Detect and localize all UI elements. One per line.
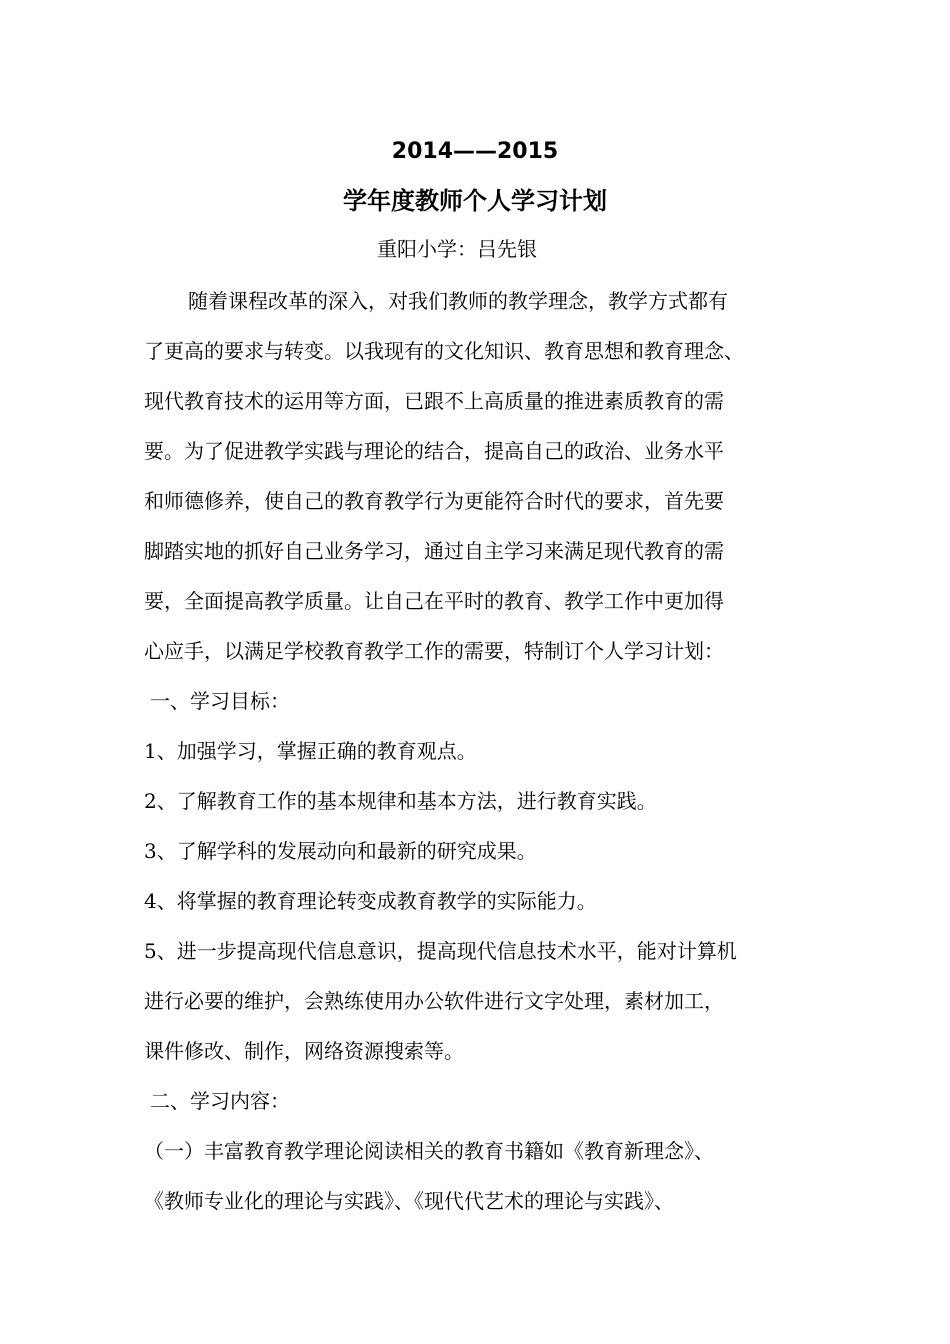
body-text bbox=[144, 284, 844, 1234]
text-line: 课件修改、制作，网络资源搜索等。 bbox=[144, 1039, 464, 1063]
text-line: 现代教育技术的运用等方面，已跟不上高质量的推进素质教育的需 bbox=[144, 389, 724, 413]
text-line: 3、了解学科的发展动向和最新的研究成果。 bbox=[144, 839, 537, 863]
text-line: 二、学习内容： bbox=[150, 1089, 290, 1113]
text-line: 5、进一步提高现代信息意识，提高现代信息技术水平，能对计算机 bbox=[144, 939, 737, 963]
text-line: 随着课程改革的深入，对我们教师的教学理念，教学方式都有 bbox=[188, 289, 728, 313]
text-line: 1、加强学习，掌握正确的教育观点。 bbox=[144, 739, 477, 763]
title-year: 2014——2015 bbox=[391, 139, 559, 164]
text-line: 2、了解教育工作的基本规律和基本方法，进行教育实践。 bbox=[144, 789, 657, 813]
text-line: 一、学习目标： bbox=[150, 689, 290, 713]
text-line: 《教师专业化的理论与实践》、《现代代艺术的理论与实践》、 bbox=[144, 1189, 674, 1213]
author-line: 重阳小学：吕先银 bbox=[377, 237, 537, 261]
text-line: 4、将掌握的教育理论转变成教育教学的实际能力。 bbox=[144, 889, 597, 913]
text-line: 了更高的要求与转变。以我现有的文化知识、教育思想和教育理念、 bbox=[144, 339, 744, 363]
text-line: 和师德修养，使自己的教育教学行为更能符合时代的要求，首先要 bbox=[144, 489, 724, 513]
text-line: 要，全面提高教学质量。让自己在平时的教育、教学工作中更加得 bbox=[144, 589, 724, 613]
text-line: 要。为了促进教学实践与理论的结合，提高自己的政治、业务水平 bbox=[144, 439, 724, 463]
text-line: 脚踏实地的抓好自己业务学习，通过自主学习来满足现代教育的需 bbox=[144, 539, 724, 563]
text-line: 心应手，以满足学校教育教学工作的需要，特制订个人学习计划： bbox=[144, 639, 724, 663]
text-line: 进行必要的维护，会熟练使用办公软件进行文字处理，素材加工， bbox=[144, 989, 724, 1013]
text-line: （一）丰富教育教学理论阅读相关的教育书籍如《教育新理念》、 bbox=[144, 1139, 714, 1163]
page-title: 学年度教师个人学习计划 bbox=[343, 187, 607, 215]
